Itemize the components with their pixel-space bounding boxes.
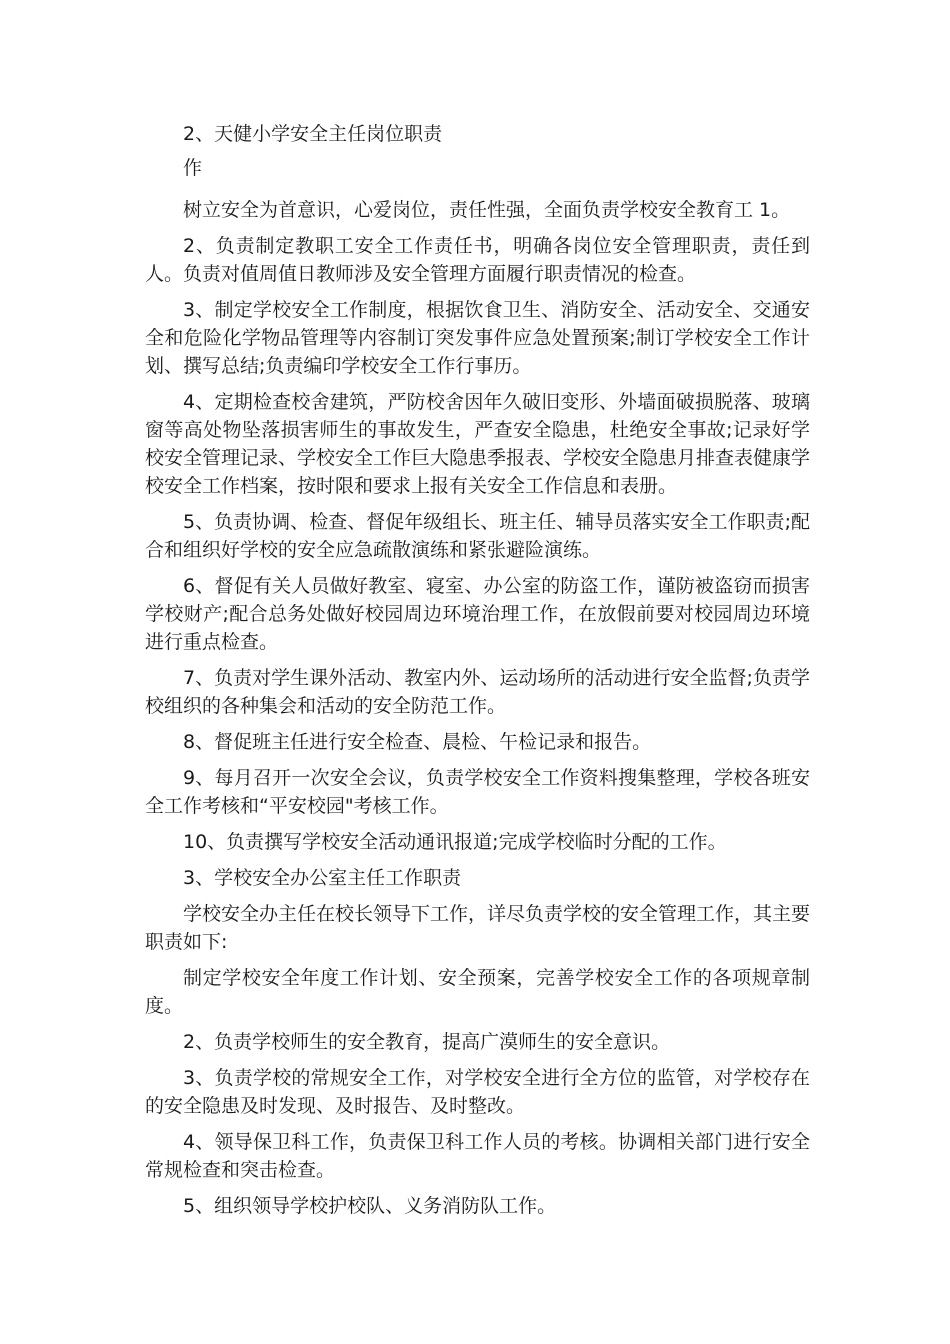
document-body [145, 120, 810, 1228]
paragraph: 作 [183, 157, 203, 179]
section-heading: 2、天健小学安全主任岗位职责 [183, 123, 443, 145]
paragraph: 4、定期检查校舍建筑，严防校舍因年久破旧变形、外墙面破损脱落、玻璃窗等高处物坠落损害师生的事故发生，严查安全隐患，杜绝安全事故;记录好学校安全管理记录、学校安全工作巨大隐患季报表、学校安全隐患月排查表健康学校安全工作档案，按时限和要求上报有关安全工作信息和表册。 [145, 391, 811, 497]
paragraph: 5、组织领导学校护校队、义务消防队工作。 [183, 1195, 557, 1217]
paragraph: 制定学校安全年度工作计划、安全预案，完善学校安全工作的各项规章制度。 [145, 967, 810, 1017]
paragraph: 3、负责学校的常规安全工作，对学校安全进行全方位的监管，对学校存在的安全隐患及时发现、及时报告、及时整改。 [145, 1067, 810, 1117]
paragraph: 2、负责制定教职工安全工作责任书，明确各岗位安全管理职责，责任到人。负责对值周值日教师涉及安全管理方面履行职责情况的检查。 [145, 235, 810, 285]
paragraph: 7、负责对学生课外活动、教室内外、运动场所的活动进行安全监督;负责学校组织的各种集会和活动的安全防范工作。 [145, 667, 810, 717]
paragraph: 10、负责撰写学校安全活动通讯报道;完成学校临时分配的工作。 [183, 831, 727, 853]
paragraph: 8、督促班主任进行安全检查、晨检、午检记录和报告。 [183, 731, 652, 753]
paragraph: 树立安全为首意识，心爱岗位，责任性强，全面负责学校安全教育工 1。 [183, 199, 791, 221]
section-heading: 3、学校安全办公室主任工作职责 [183, 867, 462, 889]
paragraph: 6、督促有关人员做好教室、寝室、办公室的防盗工作，谨防被盗窃而损害学校财产;配合总务处做好校园周边环境治理工作，在放假前要对校园周边环境进行重点检查。 [145, 575, 810, 653]
paragraph: 2、负责学校师生的安全教育，提高广漠师生的安全意识。 [183, 1031, 671, 1053]
paragraph: 4、领导保卫科工作，负责保卫科工作人员的考核。协调相关部门进行安全常规检查和突击检查。 [145, 1131, 810, 1181]
paragraph: 5、负责协调、检查、督促年级组长、班主任、辅导员落实安全工作职责;配合和组织好学校的安全应急疏散演练和紧张避险演练。 [145, 511, 810, 561]
paragraph: 3、制定学校安全工作制度，根据饮食卫生、消防安全、活动安全、交通安全和危险化学物品管理等内容制订突发事件应急处置预案;制订学校安全工作计划、撰写总结;负责编印学校安全工作行事历。 [145, 299, 810, 377]
paragraph: 学校安全办主任在校长领导下工作，详尽负责学校的安全管理工作，其主要职责如下: [145, 903, 811, 953]
paragraph: 9、每月召开一次安全会议，负责学校安全工作资料搜集整理，学校各班安全工作考核和“平安校园"考核工作。 [145, 767, 810, 817]
